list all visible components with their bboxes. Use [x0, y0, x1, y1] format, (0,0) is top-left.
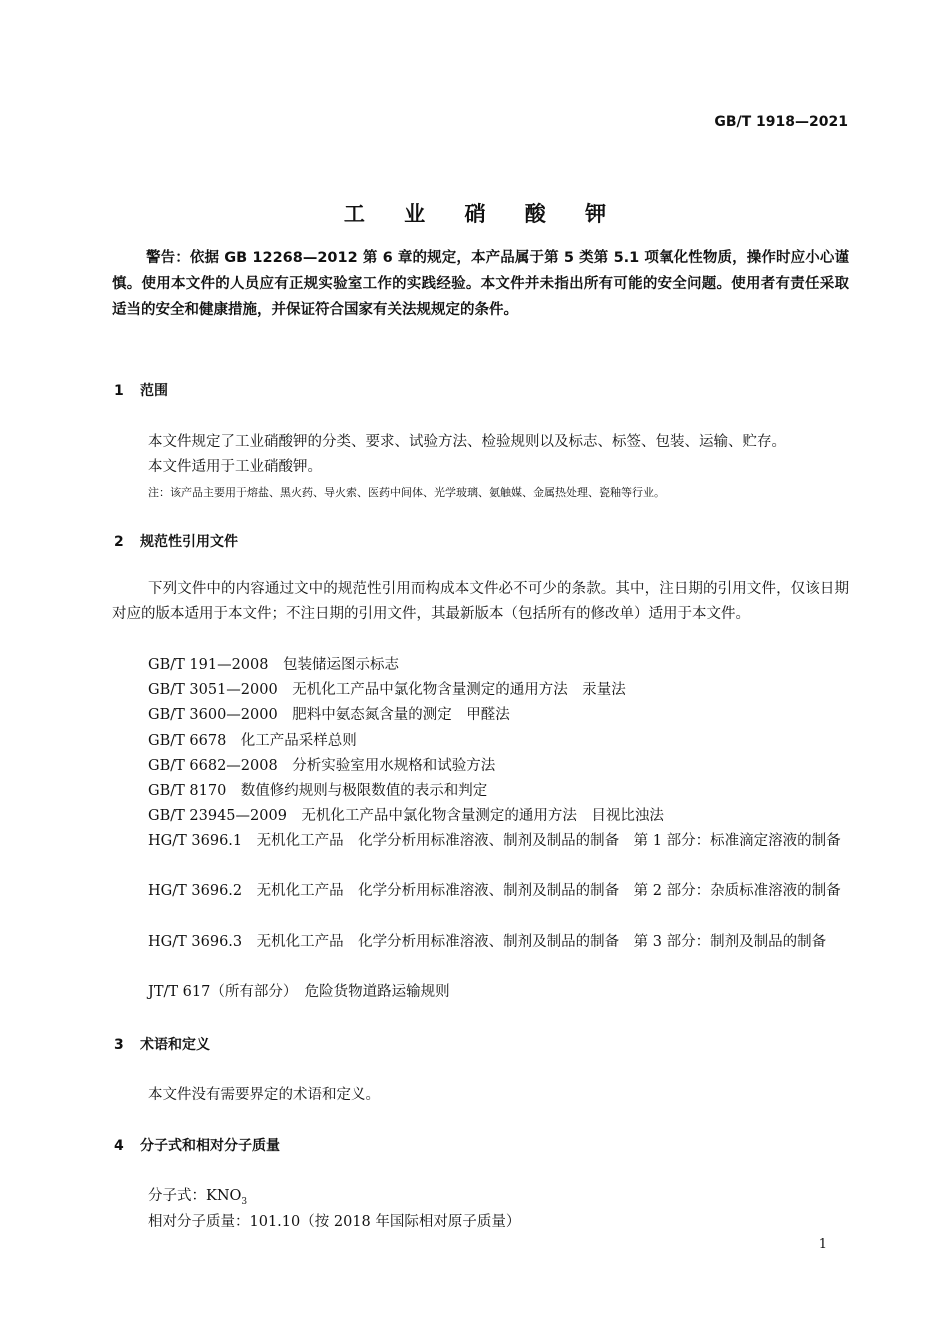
reference-item: HG/T 3696.2 无机化工产品 化学分析用标准溶液、制剂及制品的制备 第 2 部分：杂质标准溶液的制备	[148, 883, 841, 899]
standard-number: GB/T 1918—2021	[714, 114, 848, 130]
reference-item: GB/T 3051—2000 无机化工产品中氯化物含量测定的通用方法 汞量法	[148, 682, 626, 698]
scope-paragraph-1: 本文件规定了工业硝酸钾的分类、要求、试验方法、检验规则以及标志、标签、包装、运输、贮存。	[148, 434, 786, 450]
section-number: 1	[114, 383, 124, 399]
section-title: 规范性引用文件	[140, 534, 238, 550]
scope-note: 注：该产品主要用于熔盐、黑火药、导火索、医药中间体、光学玻璃、氨触媒、金属热处理、瓷釉等行业。	[148, 486, 665, 499]
section-title: 术语和定义	[140, 1037, 210, 1053]
section-number: 2	[114, 534, 124, 550]
section-title: 分子式和相对分子质量	[140, 1138, 280, 1154]
reference-item: HG/T 3696.1 无机化工产品 化学分析用标准溶液、制剂及制品的制备 第 1 部分：标准滴定溶液的制备	[148, 833, 841, 849]
reference-item: GB/T 6682—2008 分析实验室用水规格和试验方法	[148, 758, 496, 774]
section-4-heading	[114, 1135, 280, 1155]
terms-paragraph: 本文件没有需要界定的术语和定义。	[148, 1087, 380, 1103]
reference-item: JT/T 617（所有部分） 危险货物道路运输规则	[148, 984, 450, 1000]
reference-item: GB/T 191—2008 包装储运图示标志	[148, 657, 399, 673]
scope-paragraph-2: 本文件适用于工业硝酸钾。	[148, 459, 322, 475]
molecular-formula	[148, 1184, 247, 1207]
reference-item: GB/T 6678 化工产品采样总则	[148, 733, 357, 749]
section-2-heading	[114, 531, 238, 551]
reference-item: GB/T 23945—2009 无机化工产品中氯化物含量测定的通用方法 目视比浊法	[148, 808, 664, 824]
formula-label: 分子式：KNO	[148, 1188, 242, 1204]
page-number: 1	[818, 1237, 827, 1252]
section-number: 3	[114, 1037, 124, 1053]
section-number: 4	[114, 1138, 124, 1154]
section-1-heading	[114, 380, 168, 400]
reference-item: GB/T 8170 数值修约规则与极限数值的表示和判定	[148, 783, 488, 799]
molecular-mass: 相对分子质量：101.10（按 2018 年国际相对原子质量）	[148, 1214, 521, 1230]
formula-subscript: 3	[241, 1196, 248, 1207]
references-intro: 下列文件中的内容通过文中的规范性引用而构成本文件必不可少的条款。其中，注日期的引用文件，仅该日期对应的版本适用于本文件；不注日期的引用文件，其最新版本（包括所有的修改单）适用于本文件。	[112, 581, 849, 622]
section-title: 范围	[140, 383, 168, 399]
document-title: 工 业 硝 酸 钾	[343, 202, 623, 226]
warning-paragraph: 警告：依据 GB 12268—2012 第 6 章的规定，本产品属于第 5 类第 5.1 项氧化性物质，操作时应小心谨慎。使用本文件的人员应有正规实验室工作的实践经验。本文件并未指出所有可能的安全问题。使用者有责任采取适当的安全和健康措施，并保证符合国家有关法规规定的条件。	[112, 250, 849, 318]
section-3-heading	[114, 1034, 210, 1054]
reference-item: GB/T 3600—2000 肥料中氨态氮含量的测定 甲醛法	[148, 707, 510, 723]
reference-item: HG/T 3696.3 无机化工产品 化学分析用标准溶液、制剂及制品的制备 第 3 部分：制剂及制品的制备	[148, 934, 827, 950]
